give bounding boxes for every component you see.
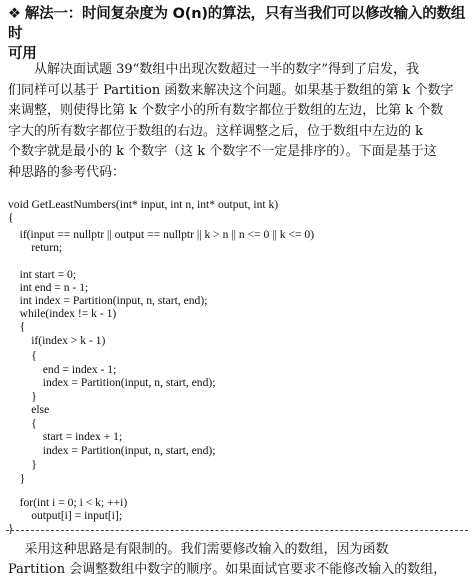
paragraph-line: 从解决面试题 39“数组中出现次数超过一半的数字”得到了启发，我 [34,62,419,77]
code-line: output[i] = input[i]; [8,509,123,522]
code-line: for(int i = 0; i < k; ++i) [8,496,128,509]
heading-line-2: 可用 [8,46,37,62]
paragraph-line: 们同样可以基于 Partition 函数来解决这个问题。如果基于数组的第 k 个数字 [8,82,454,98]
code-line: if(index > k - 1) [8,334,106,347]
code-line: int start = 0; [8,268,77,281]
paragraph-line: 种思路的参考代码： [8,164,126,180]
code-line: } [8,458,37,471]
paragraph-line: Partition 会调整数组中数字的顺序。如果面试官要求不能修改输入的数组， [8,562,447,577]
code-line: { [8,349,37,362]
intro-paragraph [8,60,466,183]
diamond-bullet-icon: ❖ [8,6,21,22]
paragraph-line: 采用这种思路是有限制的。我们需要修改输入的数组，因为函数 [8,542,389,557]
code-block [8,198,468,534]
code-line: int index = Partition(input, n, start, end); [8,294,208,307]
code-line: } [8,390,37,403]
code-line: end = index - 1; [8,363,117,376]
code-line: { [8,211,14,224]
closing-paragraph [8,540,466,580]
section-heading [8,4,470,64]
code-line: if(input == nullptr || output == nullptr || k > n || n <= 0 || k <= 0) [8,228,315,241]
paragraph-line: 来调整，则使得比第 k 个数字小的所有数字都位于数组的左边，比第 k 个数 [8,103,444,118]
code-line: index = Partition(input, n, start, end); [8,376,216,389]
code-line: else [8,403,50,416]
code-line: { [8,320,26,333]
heading-line-1 [8,4,470,44]
code-line: int end = n - 1; [8,281,89,294]
paragraph-line: 字大的所有数字都位于数组的右边。这样调整之后，位于数组中左边的 k [8,123,424,139]
code-line: index = Partition(input, n, start, end); [8,444,216,457]
paragraph-line: 个数字就是最小的 k 个数字（这 k 个数字不一定是排序的）。下面是基于这 [8,144,437,159]
code-line: return; [8,241,63,254]
code-line: void GetLeastNumbers(int* input, int n, int* output, int k) [8,198,279,211]
code-line: } [8,472,26,485]
code-line: while(index != k - 1) [8,307,117,320]
section-divider [6,530,468,532]
code-line: start = index + 1; [8,430,123,443]
code-line: { [8,417,37,430]
heading-text-1: 解法一：时间复杂度为 O(n)的算法，只有当我们可以修改输入的数组时 [8,6,466,42]
code-line: } [8,522,14,535]
